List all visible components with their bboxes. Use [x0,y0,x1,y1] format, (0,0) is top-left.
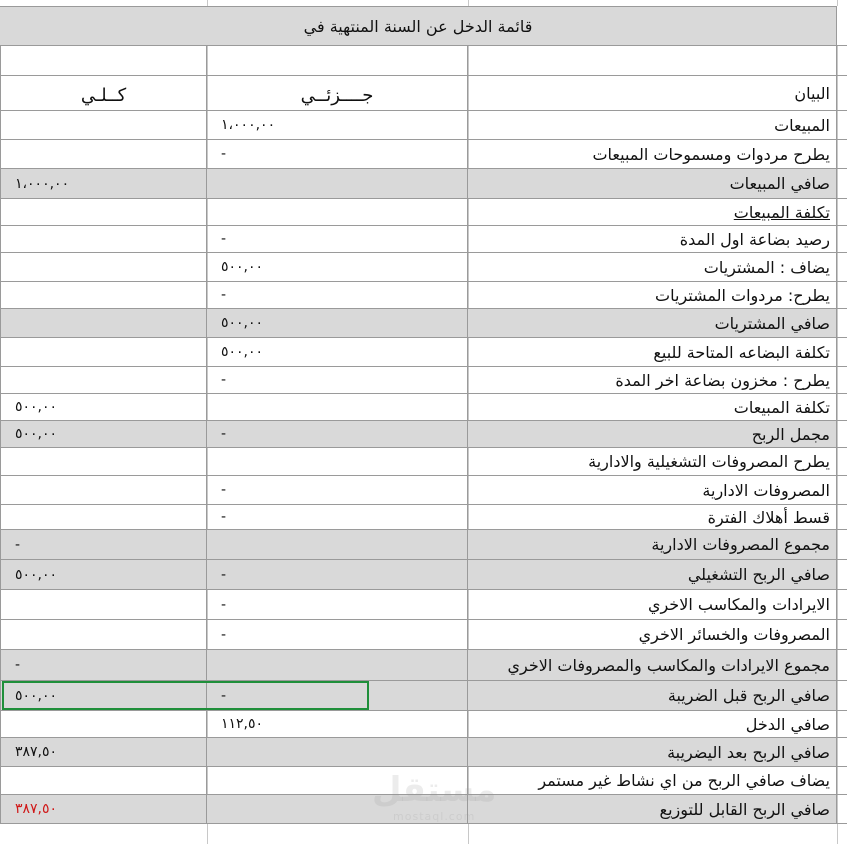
row-label: الايرادات والمكاسب الاخري [647,595,830,614]
table-row [0,590,847,620]
edge-cell [837,140,847,169]
row-label: يطرح مردوات ومسموحات المبيعات [592,144,830,164]
label-cell[interactable] [468,282,837,309]
label-cell[interactable] [468,199,837,226]
total-value: ٥٠٠,٠٠ [15,399,58,415]
partial-value: ١١٢,٥٠ [221,716,264,732]
total-cell[interactable] [0,530,207,560]
header-partial[interactable] [207,76,468,111]
label-cell[interactable] [468,795,837,824]
label-cell[interactable] [468,140,837,169]
total-cell[interactable] [0,650,207,681]
partial-cell[interactable] [207,681,468,711]
header-label[interactable] [468,76,837,111]
edge-cell [837,76,847,111]
watermark-text: مستقل [372,770,497,810]
partial-value: ٥٠٠,٠٠ [221,315,264,331]
partial-value: - [221,482,227,498]
partial-value: - [221,372,227,388]
row-label: مجموع المصروفات الادارية [651,535,830,554]
partial-value: - [221,287,227,303]
table-row [0,199,847,226]
label-cell[interactable] [468,169,837,199]
row-label: مجموع الايرادات والمكاسب والمصروفات الاخري [507,655,830,675]
label-cell[interactable] [468,620,837,650]
total-cell[interactable] [0,226,207,253]
table-row [0,253,847,282]
header-label-text: البيان [794,83,830,103]
partial-cell[interactable] [207,620,468,650]
row-label: صافي المشتريات [714,313,830,333]
table-row [0,448,847,476]
total-cell[interactable] [0,795,207,824]
total-cell[interactable] [0,199,207,226]
table-row [0,111,847,140]
edge-cell [837,6,847,46]
label-cell[interactable] [468,530,837,560]
label-cell[interactable] [468,226,837,253]
partial-cell[interactable] [207,448,468,476]
label-cell[interactable] [468,448,837,476]
partial-cell[interactable] [207,111,468,140]
total-cell[interactable] [0,46,207,76]
label-cell[interactable] [468,421,837,448]
label-cell[interactable] [468,560,837,590]
partial-cell[interactable] [207,530,468,560]
total-cell[interactable] [0,169,207,199]
edge-cell [837,530,847,560]
partial-value: - [221,426,227,442]
total-cell[interactable] [0,309,207,338]
edge-cell [837,394,847,421]
partial-cell[interactable] [207,394,468,421]
total-cell[interactable] [0,394,207,421]
watermark-sub: mostaql.com [393,810,476,823]
edge-cell [837,367,847,394]
partial-value: ١،٠٠٠,٠٠ [221,117,276,133]
row-label: مجمل الربح [751,424,830,444]
total-cell[interactable] [0,476,207,505]
label-cell[interactable] [468,309,837,338]
partial-cell[interactable] [207,421,468,448]
row-label: يضاف : المشتريات [703,257,830,277]
row-label: صافي المبيعات [729,174,830,193]
edge-cell [837,226,847,253]
label-cell[interactable] [468,590,837,620]
edge-cell [837,620,847,650]
partial-cell[interactable] [207,590,468,620]
table-row [0,338,847,367]
total-cell[interactable] [0,253,207,282]
edge-cell [837,338,847,367]
total-value: ٣٨٧,٥٠ [15,801,58,817]
row-label: قسط أهلاك الفترة [707,507,830,527]
partial-value: ٥٠٠,٠٠ [221,344,264,360]
table-row [0,620,847,650]
header-total-label: كــلـي [80,85,127,106]
total-cell[interactable] [0,448,207,476]
partial-cell[interactable] [207,309,468,338]
row-label: صافي الربح بعد اليضريبة [667,742,830,762]
table-row [0,711,847,738]
partial-cell[interactable] [207,338,468,367]
table-row [0,505,847,530]
partial-value: - [221,566,227,583]
edge-cell [837,738,847,767]
total-cell[interactable] [0,620,207,650]
total-value: ٥٠٠,٠٠ [15,426,58,442]
edge-cell [837,505,847,530]
total-cell[interactable] [0,767,207,795]
partial-cell[interactable] [207,253,468,282]
statement-title: قائمة الدخل عن السنة المنتهية في [303,16,533,36]
edge-cell [837,282,847,309]
label-cell[interactable] [468,394,837,421]
row-label: يطرح: مردوات المشتريات [655,285,830,305]
edge-cell [837,111,847,140]
partial-value: - [221,596,227,613]
table-row [0,282,847,309]
label-cell[interactable] [468,46,837,76]
edge-cell [837,795,847,824]
row-label: المصروفات والخسائر الاخري [638,625,830,644]
total-cell[interactable] [0,681,207,711]
label-cell[interactable] [468,711,837,738]
edge-cell [837,650,847,681]
edge-cell [837,560,847,590]
row-label: رصيد بضاعة اول المدة [679,229,830,249]
total-value: ١،٠٠٠,٠٠ [15,175,70,192]
edge-cell [837,448,847,476]
partial-cell[interactable] [207,140,468,169]
partial-cell[interactable] [207,560,468,590]
partial-cell[interactable] [207,476,468,505]
label-cell[interactable] [468,505,837,530]
partial-cell[interactable] [207,711,468,738]
row-label: صافي الربح قبل الضريبة [667,686,830,705]
partial-cell[interactable] [207,226,468,253]
empty-row [0,46,847,76]
header-row [0,76,847,111]
label-cell[interactable] [468,367,837,394]
edge-cell [837,711,847,738]
partial-cell[interactable] [207,46,468,76]
partial-value: - [221,231,227,247]
total-value: ٥٠٠,٠٠ [15,687,58,704]
label-cell[interactable] [468,111,837,140]
row-label: صافي الربح القابل للتوزيع [659,799,830,819]
partial-value: - [221,626,227,643]
table-row [0,650,847,681]
total-cell[interactable] [0,140,207,169]
edge-cell [837,253,847,282]
partial-value: - [221,146,227,162]
edge-cell [837,46,847,76]
table-row [0,309,847,338]
row-label: يضاف صافي الربح من اي نشاط غير مستمر [538,771,830,790]
partial-cell[interactable] [207,169,468,199]
total-value: ٥٠٠,٠٠ [15,566,58,583]
total-cell[interactable] [0,338,207,367]
label-cell[interactable] [468,738,837,767]
label-cell[interactable] [468,338,837,367]
total-cell[interactable] [0,590,207,620]
partial-cell[interactable] [207,505,468,530]
partial-value: - [221,509,227,525]
row-label: صافي الدخل [745,714,830,734]
label-cell[interactable] [468,476,837,505]
row-label: يطرح : مخزون بضاعة اخر المدة [615,370,830,390]
title-cell[interactable] [0,6,837,46]
label-cell[interactable] [468,767,837,795]
table-row [0,169,847,199]
table-row [0,367,847,394]
row-label: تكلفة المبيعات [733,202,830,222]
label-cell[interactable] [468,681,837,711]
partial-value: - [221,687,227,704]
total-cell[interactable] [0,738,207,767]
row-label: المصروفات الادارية [702,480,830,500]
partial-cell[interactable] [207,650,468,681]
total-cell[interactable] [0,367,207,394]
total-value: - [15,536,21,553]
row-label: يطرح المصروفات التشغيلية والادارية [588,452,830,471]
table-row [0,421,847,448]
table-row [0,226,847,253]
edge-cell [837,767,847,795]
total-cell[interactable] [0,282,207,309]
total-cell[interactable] [0,711,207,738]
table-row [0,140,847,169]
edge-cell [837,199,847,226]
table-row [0,560,847,590]
header-partial-label: جــــزئــي [300,85,374,106]
edge-cell [837,590,847,620]
total-value: - [15,657,21,673]
row-label: تكلفة المبيعات [733,397,830,417]
edge-cell [837,476,847,505]
table-row [0,476,847,505]
total-cell[interactable] [0,560,207,590]
row-label: تكلفة البضاعه المتاحة للبيع [653,342,830,362]
partial-value: ٥٠٠,٠٠ [221,259,264,275]
partial-cell[interactable] [207,367,468,394]
total-value: ٣٨٧,٥٠ [15,744,58,760]
edge-cell [837,309,847,338]
partial-cell[interactable] [207,738,468,767]
edge-cell [837,421,847,448]
row-label: صافي الربح التشغيلي [687,565,830,584]
table-row [0,530,847,560]
partial-cell[interactable] [207,199,468,226]
watermark [372,770,496,823]
label-cell[interactable] [468,253,837,282]
table-row [0,681,847,711]
table-row [0,394,847,421]
total-cell[interactable] [0,421,207,448]
table-row [0,738,847,767]
partial-cell[interactable] [207,282,468,309]
edge-cell [837,681,847,711]
edge-cell [837,169,847,199]
total-cell[interactable] [0,111,207,140]
total-cell[interactable] [0,505,207,530]
row-label: المبيعات [774,115,830,135]
header-total[interactable] [0,76,207,111]
title-row [0,6,847,46]
label-cell[interactable] [468,650,837,681]
